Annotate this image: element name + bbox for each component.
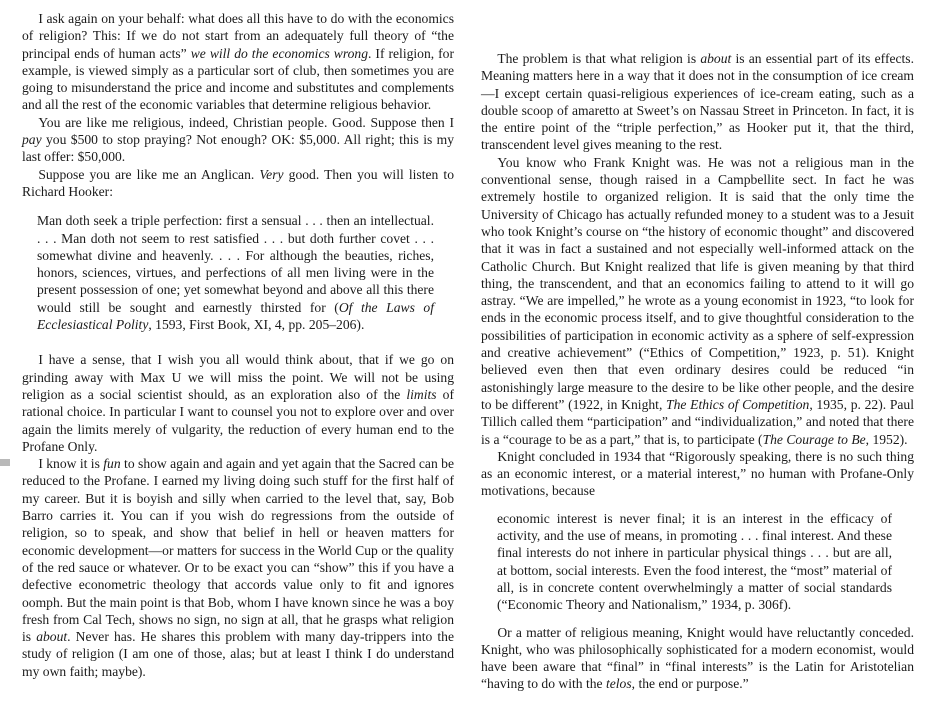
paragraph-stop-praying: You are like me religious, indeed, Christian people. Good. Suppose then I pay you $500 to stop praying? Not enough? OK: $5,000. All right; this is my last offer: $50,000. — [22, 114, 454, 165]
paragraph-religion-effects: The problem is that what religion is about is an essential part of its effects. Meaning matters here in a way that it does not in the consumption of ice cream—I except certain quasi-religious experiences of ice-cream eating, such as a double scoop of amaretto at Sweet’s on Nassau Street in Princeton. In fact, it is the entire point of the “triple perfection,” as Hooker put it, that the third, transcendent level gives meaning to the rest. — [481, 51, 914, 153]
paragraph-max-u: I have a sense, that I wish you all would think about, that if we go on grinding away with Max U we will miss the point. We will not be using religion as a social scientist should, as an exploration also of the limits of rational choice. In particular I want to counsel you not to explore over and over again the limits merely of vulgarity, the reduction of every human end to the Profane Only. — [22, 352, 454, 454]
paragraph-telos: Or a matter of religious meaning, Knight would have reluctantly conceded. Knight, who was philosophically sophisticated for a modern economist, would have been aware that “final” in “final interests” is the Latin for Aristotelian “having to do with the telos, the end or purpose.” — [481, 624, 914, 692]
block-quote-hooker: Man doth seek a triple perfection: first a sensual . . . then an intellectual. . . . Man doth not seem to rest satisfied . . . but doth further covet . . . somewhat divine and heavenly. . . . For although the beauties, riches, honors, sciences, virtues, and perfections of all men living were in the present possession of one; yet somewhat beyond and above all this there would still be sought and earnestly thirsted for (Of the Laws of Ecclesiastical Polity, 1593, First Book, XI, 4, pp. 205–206). — [37, 213, 435, 333]
paragraph-frank-knight: You know who Frank Knight was. He was not a religious man in the conventional sense, though raised in a Campbellite sect. In fact he was extremely hostile to organized religion. It is said that the only time the University of Chicago has actually refunded money to a student was to a Jesuit who took Knight’s course on “the history of economic thought” and discovered that it was in fact a sustained and not especially well-informed attack on the Catholic Church. But Knight realized that life is given meaning by that third thing, the transcendent, and that an economics failing to attend to it will go astray. “We are impelled,” he wrote as a young economist in 1923, “to look for ends in the economic process itself, and to give thoughtful consideration to the possibilities of participation in economic activity as a sphere of self-expression and creative achievement” (“Ethics of Competition,” 1923, p. 51). Knight believed even then that even ordinary desires could be reduced “in astonishingly large measure to the desire to be like other people, and the desire to be different” (1922, in Knight, The Ethics of Competition, 1935, p. 22). Paul Tillich called them “participation” and “individualization,” and noted that there is a “courage to be as a part,” that is, to participate (The Courage to Be, 1952). — [481, 154, 914, 447]
right-column — [481, 50, 914, 693]
left-column — [22, 10, 454, 680]
block-quote-knight: economic interest is never final; it is an interest in the efficacy of activity, and the use of means, in promoting . . . final interest. And these final interests do not inhere in particular physical things . . . but are all, at bottom, social interests. Even the food interest, the “most” material of all, is in concrete content overwhelmingly a matter of social standards (“Economic Theory and Nationalism,” 1934, p. 306f). — [497, 510, 892, 613]
paragraph-knight-1934: Knight concluded in 1934 that “Rigorously speaking, there is no such thing as an economic interest, or a material interest,” no human with Profane-Only motivations, because — [481, 448, 914, 499]
paragraph-anglican: Suppose you are like me an Anglican. Very good. Then you will listen to Richard Hooker: — [22, 166, 454, 199]
page-edge-mark — [0, 459, 10, 466]
paragraph-sacred-profane: I know it is fun to show again and again and yet again that the Sacred can be reduced to the Profane. I earned my living doing such stuff for the first half of my career. But it is boyish and silly when carried to the level that, say, Bob Barro carries it. You can if you wish do regressions from the outside of religion, so to speak, and show that belief in hell or heaven matters for economic development—or matters for success in the World Cup or the quality of the red sauce or whatever. Or to be exact you can “show” this if you have a defective econometric theology that accords value only to fit and ignores oomph. But the main point is that Bob, whom I have known since he was a boy fresh from Cal Tech, shows no sign, no sign at all, that he grasps what religion is about. Never has. He shares this problem with many day-trippers into the study of religion (I am one of those, alas; but at least I think I do understand my own faith; maybe). — [22, 456, 455, 679]
block-quote-knight-wrap — [481, 504, 914, 620]
paragraph-economics-of-religion: I ask again on your behalf: what does all this have to do with the economics of religion? This: If we do not start from an adequately full theory of “the principal ends of human acts” we will do the economics wrong. If religion, for example, is viewed simply as a particular sort of club, then sometimes you are going to misunderstand the price and income and substitutes and complements and all the rest of the economic variables that determine religious behavior. — [22, 11, 455, 113]
